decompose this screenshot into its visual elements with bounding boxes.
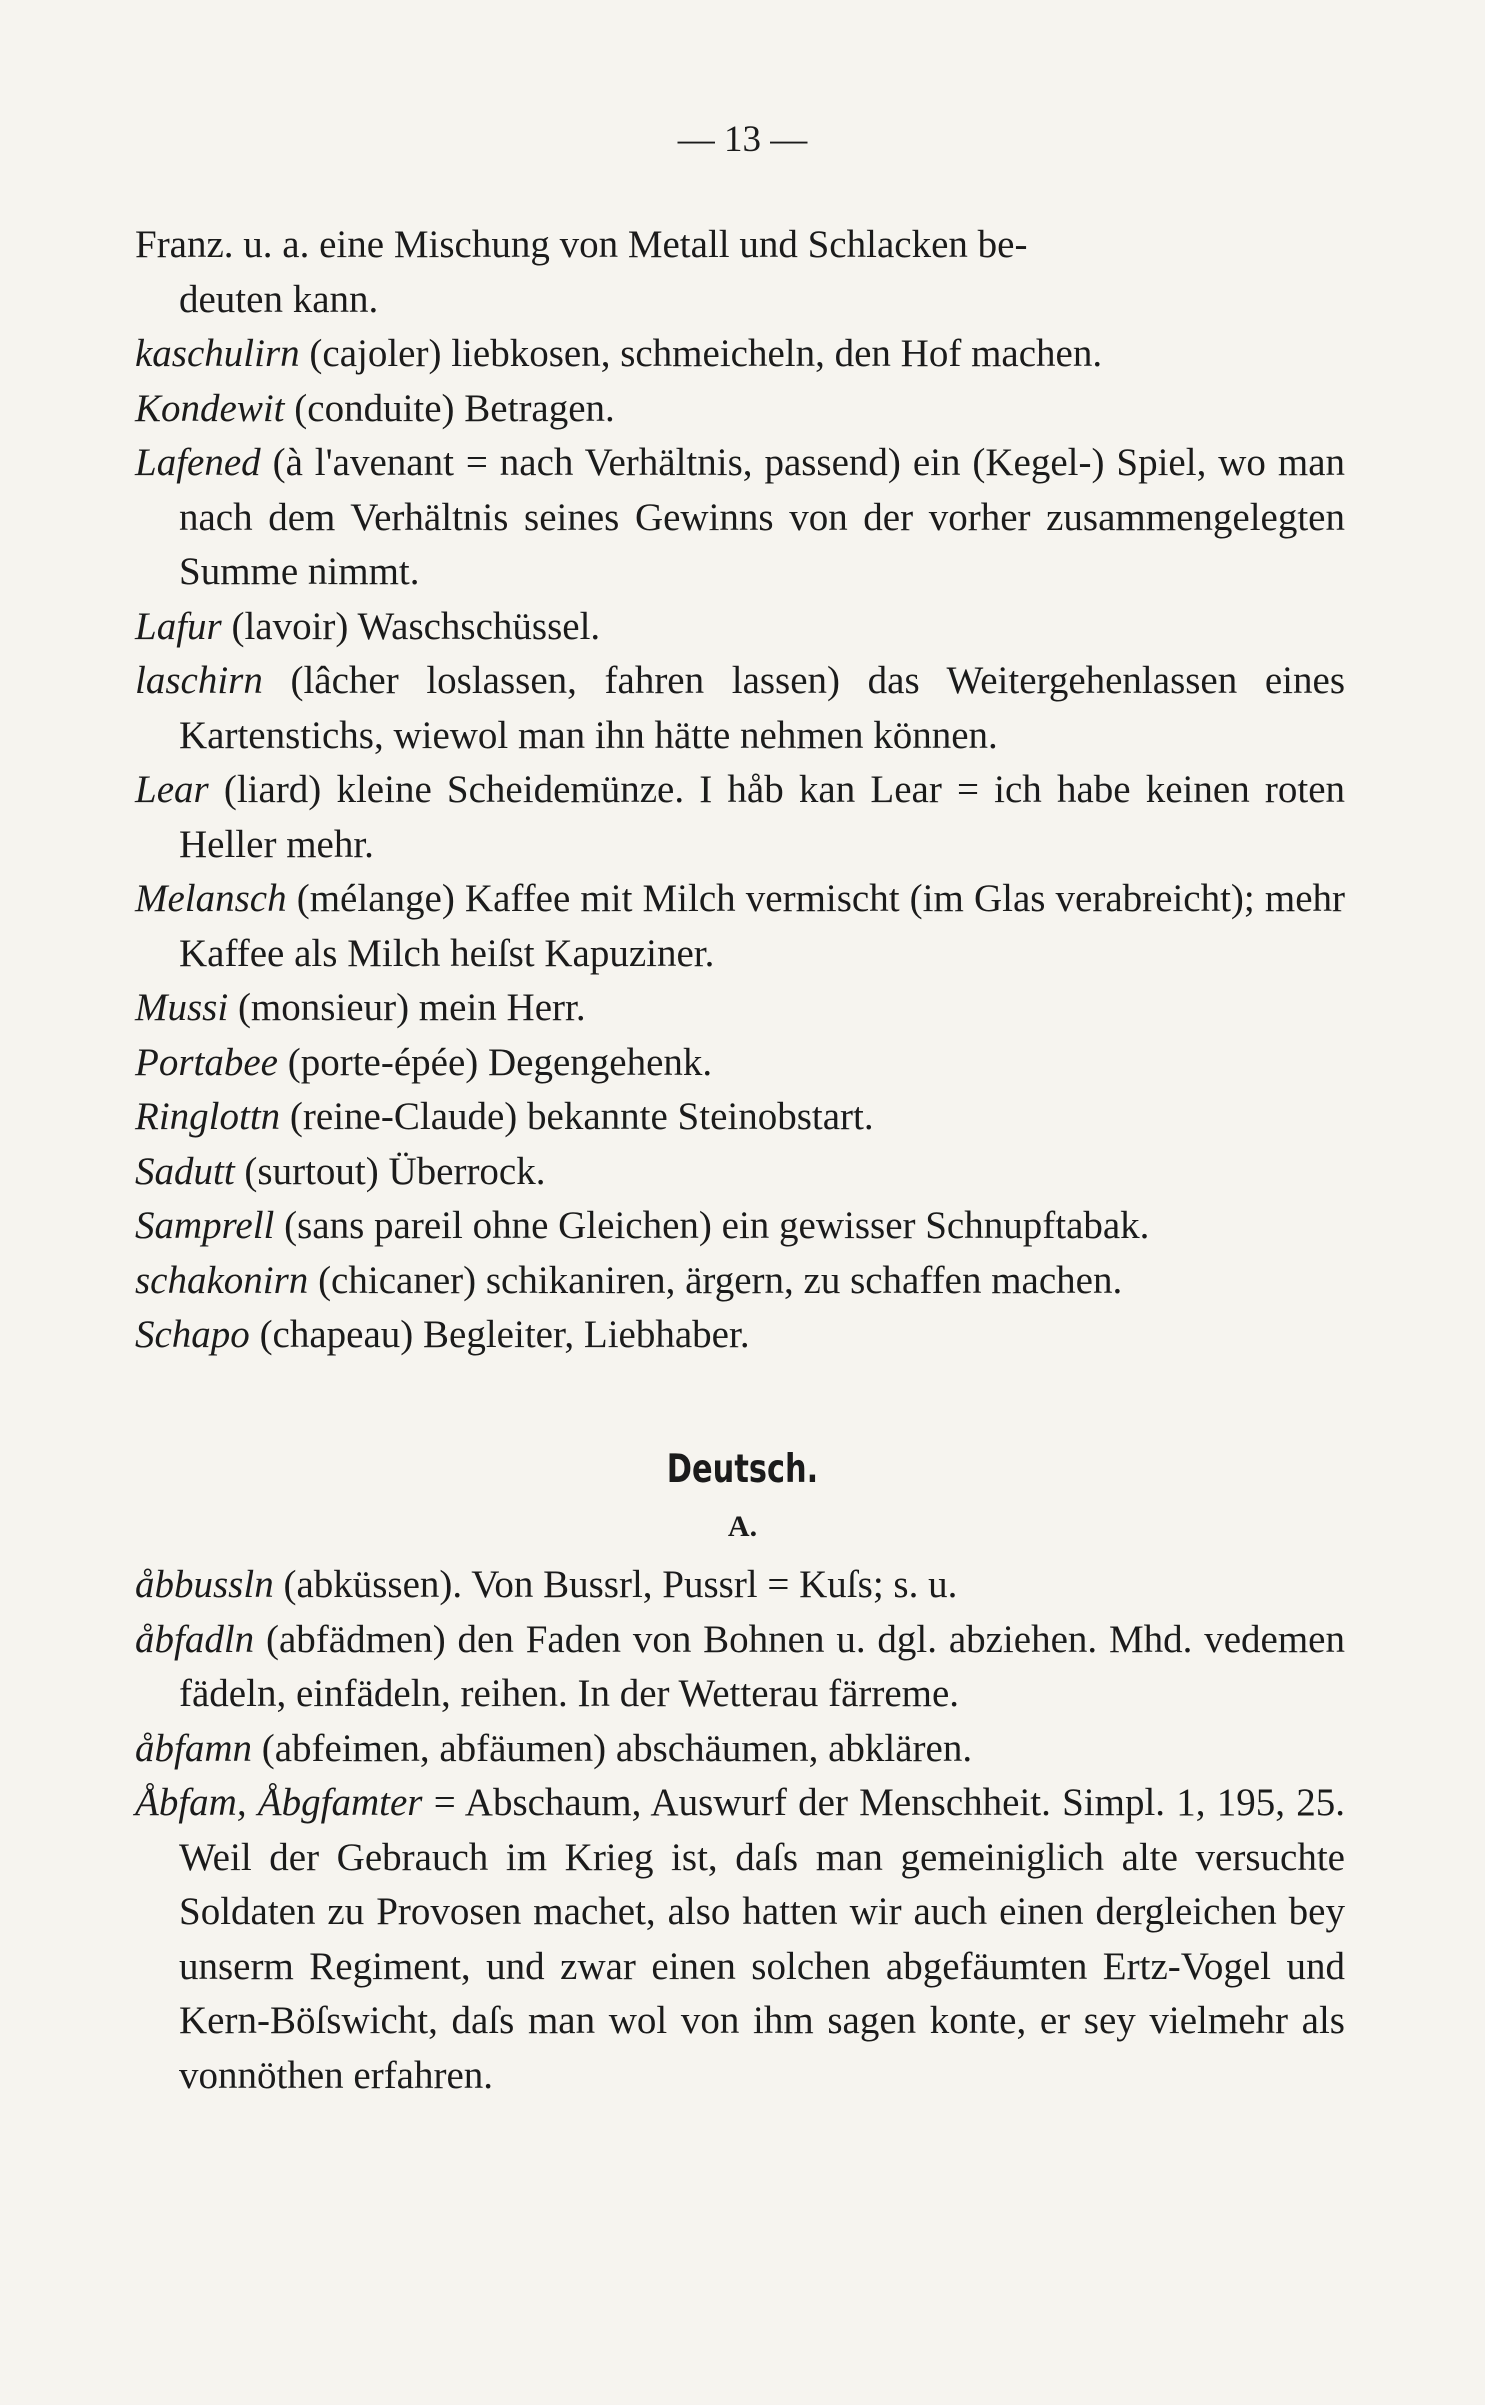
entry-headword: Lafur <box>135 604 222 648</box>
entry-headword: laschirn <box>135 659 263 702</box>
top-entries <box>135 218 1345 1363</box>
entry-text: (liard) kleine Scheidemünze. I håb kan Lear = ich habe keinen roten Heller mehr. <box>179 768 1345 866</box>
bottom-entries <box>135 1558 1345 2103</box>
entry-headword: Lafened <box>135 441 261 484</box>
dictionary-entry <box>135 1776 1345 2103</box>
entry-text: (cajoler) liebkosen, schmeicheln, den Hof machen. <box>299 332 1103 375</box>
entry-text: (lâcher loslassen, fahren lassen) das Weitergehenlassen eines Kartenstichs, wiewol man ihn hätte nehmen können. <box>179 659 1345 757</box>
entry-text: (à l'avenant = nach Verhältnis, passend) ein (Kegel-) Spiel, wo man nach dem Verhältnis seines Gewinns von der vorher zusammengelegten Summe nimmt. <box>179 441 1345 593</box>
entry-text: (monsieur) mein Herr. <box>228 986 586 1029</box>
entry-headword: Lear <box>135 768 209 811</box>
dictionary-entry <box>135 1090 1345 1145</box>
entry-text: (porte-épée) Degengehenk. <box>277 1040 713 1084</box>
entry-headword: åbfamn <box>135 1726 252 1770</box>
entry-headword: Samprell <box>135 1204 275 1247</box>
entry-text: (reine-Claude) bekannte Steinobstart. <box>280 1095 874 1138</box>
entry-text: = Abschaum, Auswurf der Menschheit. Simpl. 1, 195, 25. Weil der Gebrauch im Krieg ist, daſs man gemeiniglich alte versuchte Soldaten zu Provosen machet, also hatten wir auch einen dergleichen bey unserm Regiment, und zwar einen solchen abgefäumten Ertz-Vogel und Kern-Böſswicht, daſs man wol von ihm sagen konte, er sey vielmehr als vonnöthen erfahren. <box>179 1781 1346 2097</box>
entry-headword: åbbussln <box>135 1563 274 1606</box>
continuation-line: deuten kann. <box>179 277 379 321</box>
entry-text: (chapeau) Begleiter, Liebhaber. <box>249 1313 750 1356</box>
entry-headword: kaschulirn <box>135 332 300 375</box>
dictionary-entry <box>135 436 1345 600</box>
entry-text: (mélange) Kaffee mit Milch vermischt (im Glas verabreicht); mehr Kaffee als Milch heiſst Kapuziner. <box>179 877 1345 975</box>
entry-headword: Schapo <box>135 1313 250 1356</box>
dictionary-entry <box>135 1722 1345 1777</box>
entry-text: (surtout) Überrock. <box>234 1149 546 1193</box>
page-number: — 13 — <box>677 119 808 160</box>
dictionary-entry <box>135 1558 1345 1613</box>
dictionary-entry <box>135 382 1345 437</box>
continuation-line: Franz. u. a. eine Mischung von Metall und Schlacken be- <box>135 223 1028 266</box>
section-title: Deutsch. <box>666 1447 819 1492</box>
entry-text: (lavoir) Waschschüssel. <box>221 604 601 648</box>
entry-headword: Mussi <box>135 986 229 1029</box>
dictionary-entry <box>135 1036 1345 1091</box>
entry-headword: Kondewit <box>135 386 285 430</box>
entry-text: (abküssen). Von Bussrl, Pussrl = Kuſs; s. u. <box>273 1563 958 1606</box>
entry-headword: Åbfam, Åbgfamter <box>135 1781 423 1824</box>
entry-headword: åbfadln <box>135 1617 255 1661</box>
dictionary-entry <box>135 763 1345 872</box>
entry-text: (conduite) Betragen. <box>284 386 615 430</box>
dictionary-entry <box>135 1613 1345 1722</box>
section-letter: A. <box>727 1510 758 1543</box>
dictionary-entry <box>135 1199 1345 1254</box>
continuation-text <box>135 218 1345 327</box>
entry-text: (sans pareil ohne Gleichen) ein gewisser Schnupftabak. <box>274 1204 1150 1247</box>
dictionary-entry <box>135 1308 1345 1363</box>
entry-text: (abfädmen) den Faden von Bohnen u. dgl. abziehen. Mhd. vedemen fädeln, einfädeln, reihen. In der Wetterau färreme. <box>179 1617 1345 1715</box>
entry-text: (chicaner) schikaniren, ärgern, zu schaffen machen. <box>308 1258 1123 1302</box>
entry-text: (abfeimen, abfäumen) abschäumen, abklären. <box>252 1726 973 1770</box>
dictionary-entry <box>135 654 1345 763</box>
entry-headword: Portabee <box>135 1040 278 1084</box>
dictionary-entry <box>135 600 1345 655</box>
dictionary-entry <box>135 1145 1345 1200</box>
dictionary-entry <box>135 327 1345 382</box>
dictionary-entry <box>135 1254 1345 1309</box>
dictionary-entry <box>135 981 1345 1036</box>
dictionary-entry <box>135 872 1345 981</box>
entry-headword: Melansch <box>135 877 287 920</box>
entry-headword: schakonirn <box>135 1258 309 1302</box>
entry-headword: Sadutt <box>135 1149 235 1193</box>
entry-headword: Ringlottn <box>135 1095 281 1138</box>
